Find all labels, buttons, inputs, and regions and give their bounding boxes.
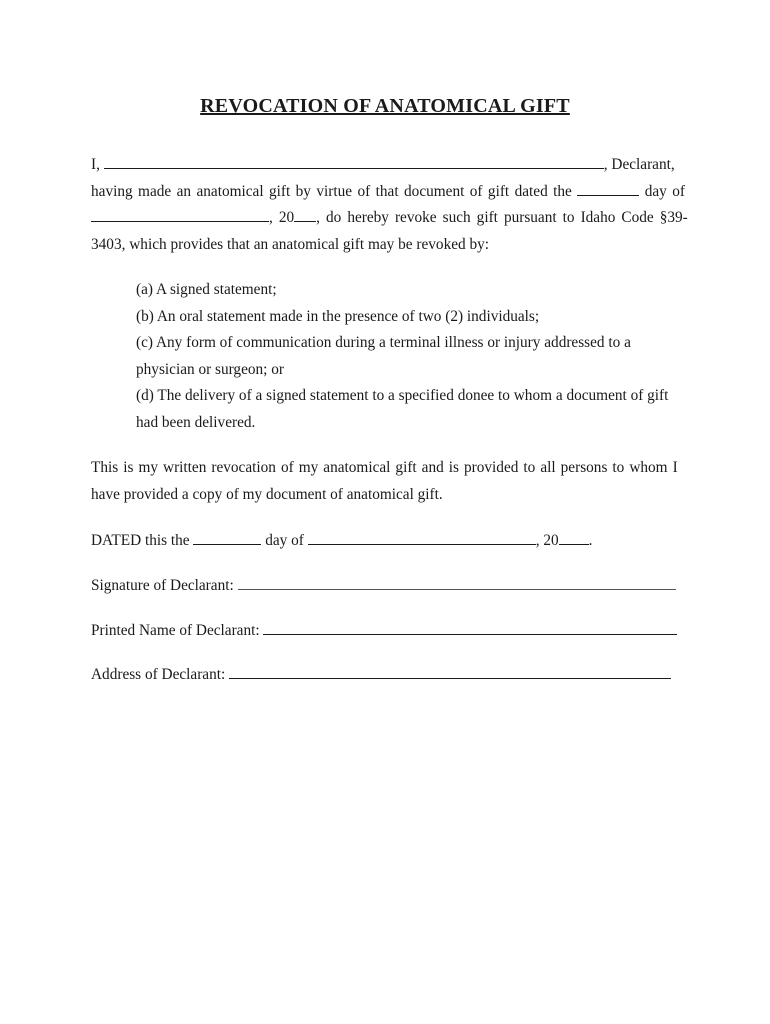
intro-line-2: having made an anatomical gift by virtue of that document of gift dated the day of [91,182,685,200]
signature-label: Signature of Declarant: [91,577,234,594]
intro-line-4: 3403, which provides that an anatomical gift may be revoked by: [91,235,490,253]
condition-d: (d) The delivery of a signed statement to a specified donee to whom a document of gift [136,387,669,404]
address-row [91,664,671,684]
gift-year-blank[interactable] [294,207,316,222]
signature-blank[interactable] [238,575,676,590]
condition-a: (a) A signed statement; [136,281,277,298]
intro-line-1: I, , Declarant, [91,156,675,173]
address-label: Address of Declarant: [91,666,226,683]
statement-line-2: have provided a copy of my document of anatomical gift. [91,485,443,503]
document-title: REVOCATION OF ANATOMICAL GIFT [200,95,570,117]
dated-row: DATED this the day of , 20 . [91,532,593,549]
dated-day-blank[interactable] [193,530,261,545]
condition-b: (b) An oral statement made in the presence of two (2) individuals; [136,307,540,325]
statement-line-1: This is my written revocation of my anatomical gift and is provided to all persons to whom I [91,459,678,476]
condition-d-continued: had been delivered. [136,413,256,431]
printed-name-blank[interactable] [263,620,677,635]
printed-name-row [91,620,677,640]
gift-month-blank[interactable] [91,207,269,222]
signature-row [91,575,676,595]
printed-name-label: Printed Name of Declarant: [91,622,260,639]
statement-paragraph [91,455,681,508]
dated-month-blank[interactable] [308,530,536,545]
gift-day-blank[interactable] [577,181,639,196]
intro-paragraph [91,152,688,258]
revocation-conditions-list [136,277,681,436]
intro-line-3: , 20 , do hereby revoke such gift pursuant to Idaho Code §39- [91,205,681,232]
condition-c: (c) Any form of communication during a terminal illness or injury addressed to a [136,334,631,351]
declarant-name-blank[interactable] [104,154,604,169]
condition-c-continued: physician or surgeon; or [136,360,284,378]
dated-year-blank[interactable] [559,530,589,545]
address-blank[interactable] [229,664,671,679]
